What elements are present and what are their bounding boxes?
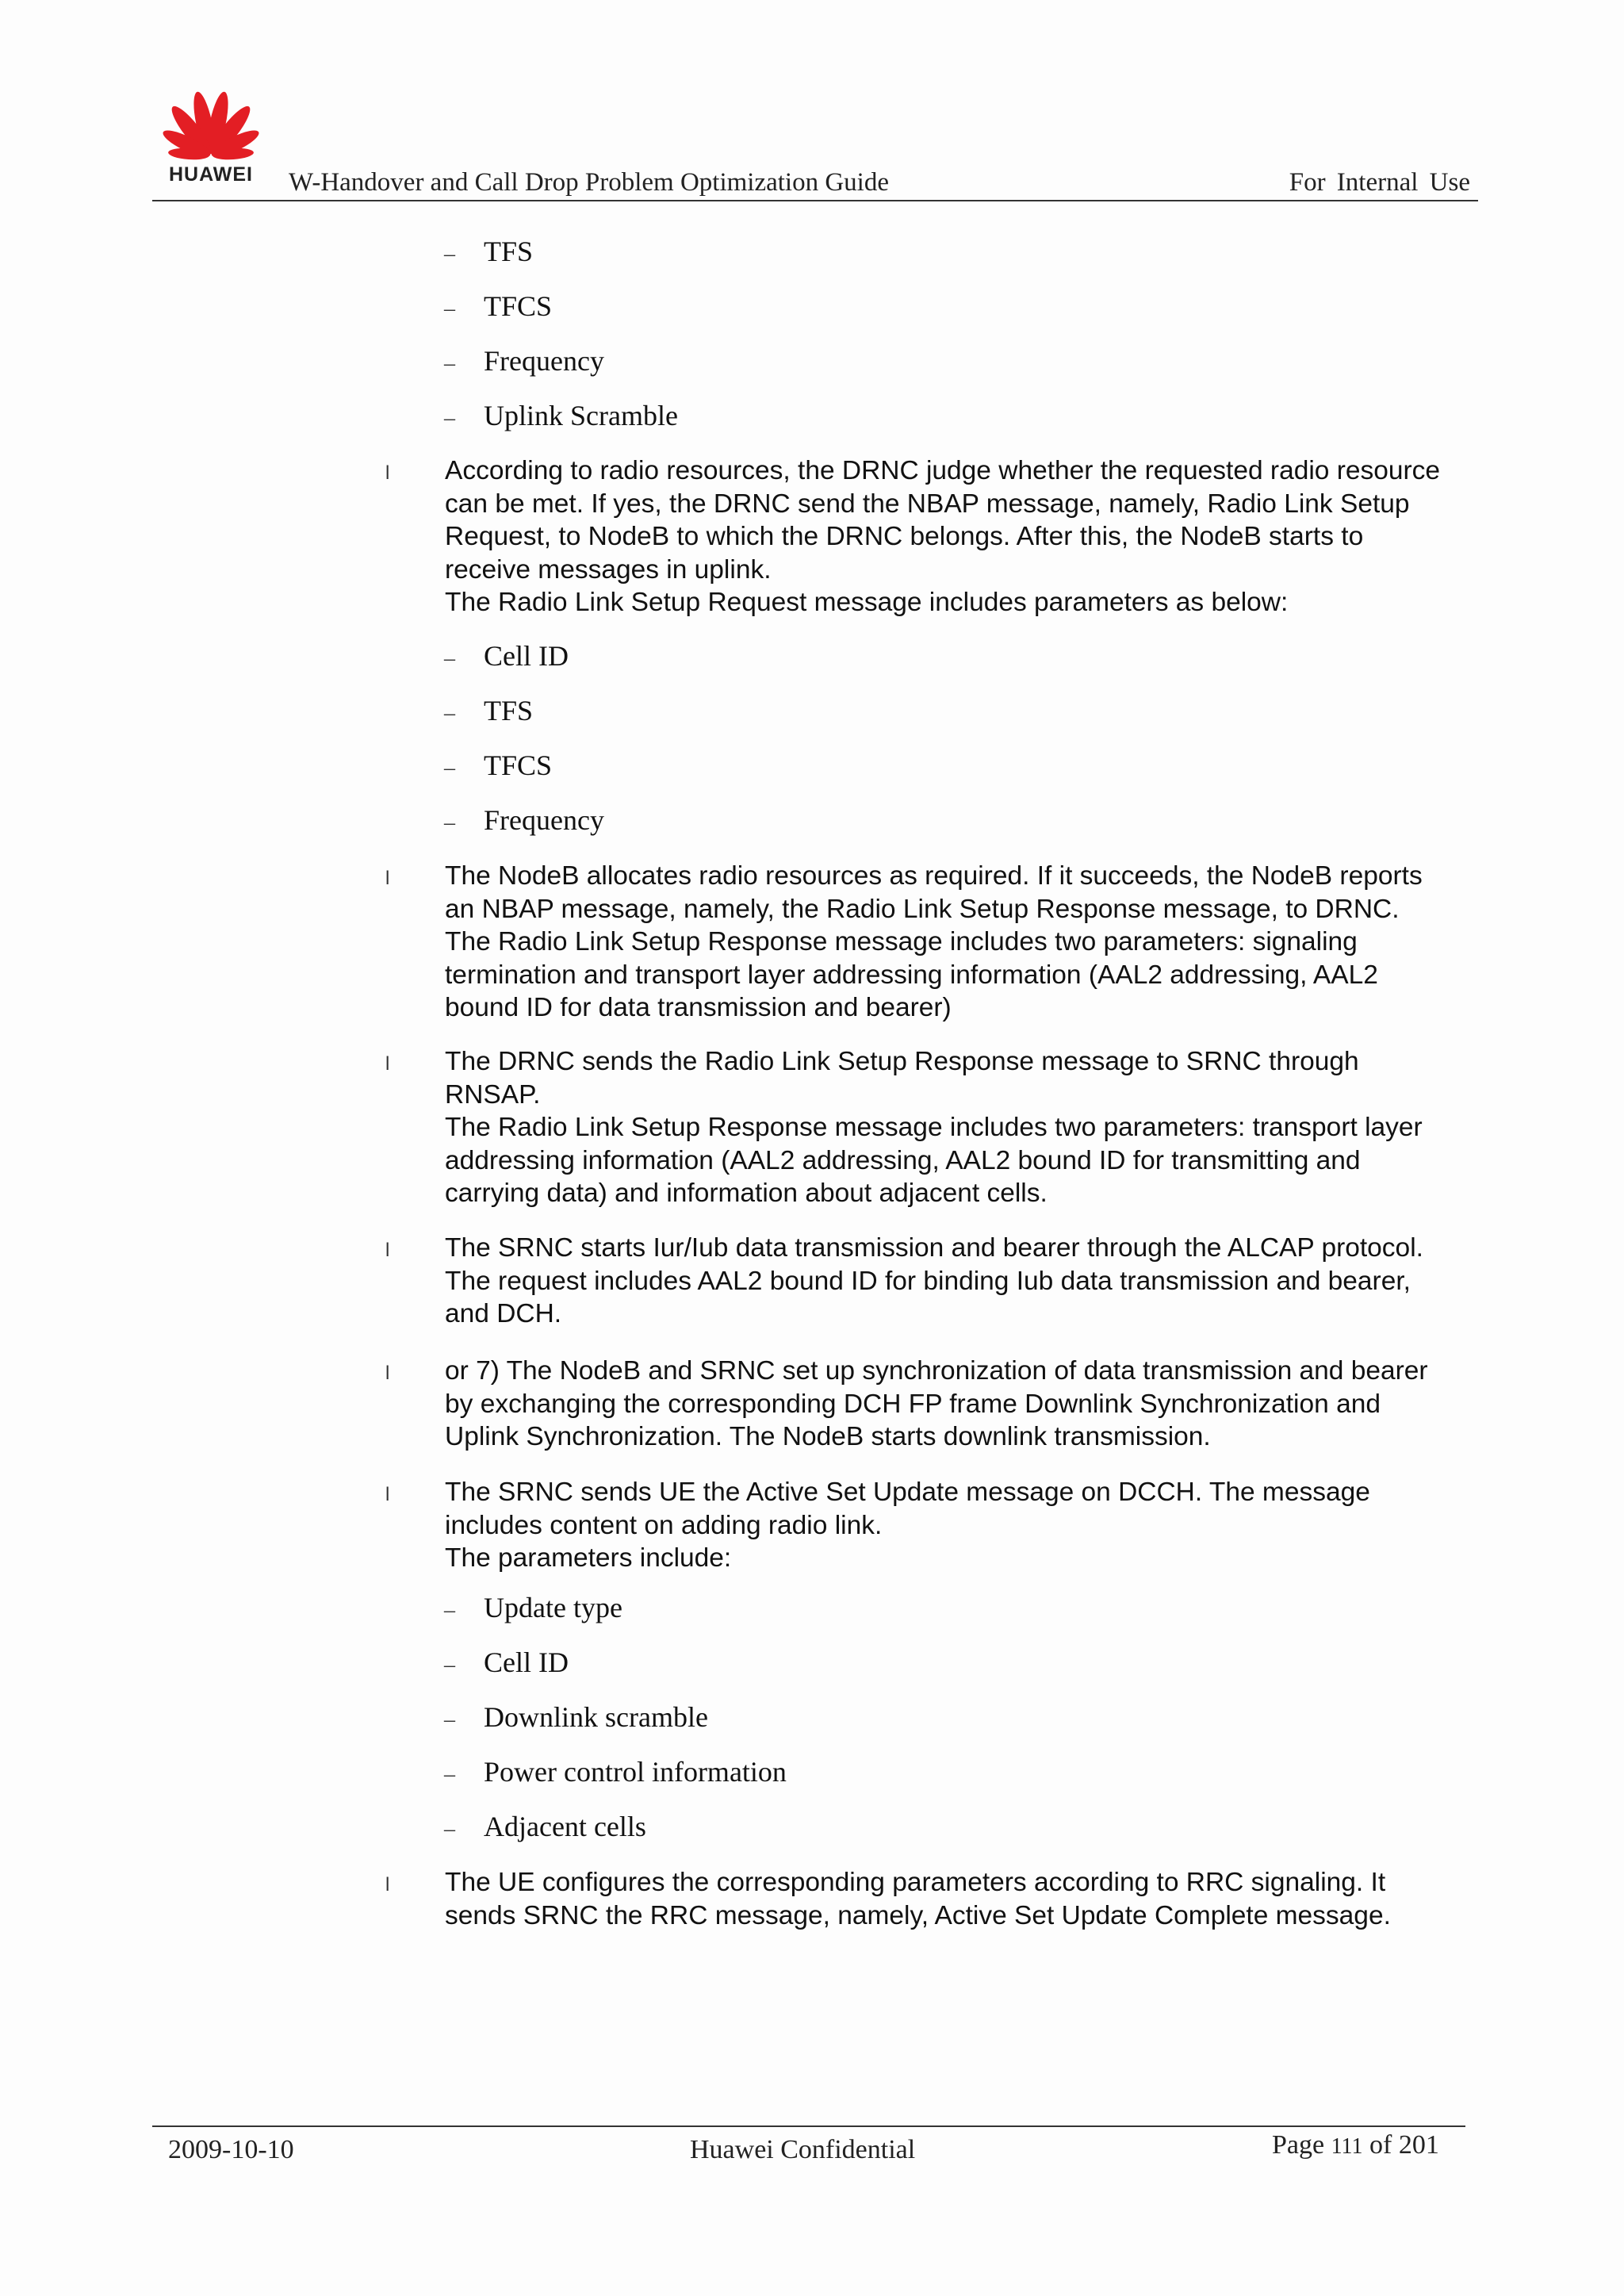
- dash-marker: –: [444, 646, 455, 671]
- list-item: – TFS: [444, 695, 534, 726]
- list-item: – Adjacent cells: [444, 1811, 646, 1842]
- page-current: 111: [1331, 2134, 1363, 2159]
- paragraph: The DRNC sends the Radio Link Setup Response message to SRNC through RNSAP. The Radio Link Setup Response message includes two parameters: transport layer addressing information (AAL2 addressing, AAL2 bound ID for transmitting and carrying data) and information about adjacent cells.: [445, 1047, 1423, 1208]
- dash-marker: –: [444, 1708, 455, 1732]
- dash-marker: –: [444, 1653, 455, 1677]
- bullet-marker: l: [385, 1874, 390, 1895]
- bullet-marker: l: [385, 1484, 390, 1505]
- dash-marker: –: [444, 406, 455, 431]
- dash-marker: –: [444, 351, 455, 376]
- huawei-logo: [159, 82, 263, 194]
- footer-confidentiality: Huawei Confidential: [690, 2135, 916, 2164]
- bullet-marker: l: [385, 462, 390, 484]
- list-item: – Downlink scramble: [444, 1701, 708, 1733]
- dash-marker: –: [444, 242, 455, 266]
- huawei-logo-icon: [159, 82, 263, 162]
- list-item: – TFS: [444, 236, 534, 267]
- document-title: W-Handover and Call Drop Problem Optimization Guide: [289, 168, 890, 197]
- list-item: – Power control information: [444, 1756, 787, 1788]
- bullet-marker: l: [385, 1053, 390, 1075]
- paragraph: or 7) The NodeB and SRNC set up synchronization of data transmission and bearer by exchanging the corresponding DCH FP frame Downlink Synchronization and Uplink Synchronization. The NodeB starts downlink transmission.: [445, 1356, 1428, 1451]
- dash-marker: –: [444, 756, 455, 780]
- classification-label: For Internal Use: [1289, 168, 1470, 197]
- paragraph: The UE configures the corresponding parameters according to RRC signaling. It sends SRNC the RRC message, namely, Active Set Update Complete message.: [445, 1868, 1391, 1930]
- page-total: of 201: [1369, 2130, 1439, 2160]
- list-item: – TFCS: [444, 290, 553, 322]
- logo-wordmark: HUAWEI: [169, 163, 253, 186]
- list-item: – Frequency: [444, 345, 604, 377]
- list-item: – TFCS: [444, 749, 553, 781]
- dash-marker: –: [444, 1598, 455, 1623]
- list-item: – Frequency: [444, 804, 604, 836]
- header-divider: [152, 200, 1478, 201]
- dash-marker: –: [444, 297, 455, 321]
- list-item: – Update type: [444, 1592, 622, 1623]
- dash-marker: –: [444, 811, 455, 835]
- list-item: – Cell ID: [444, 640, 569, 672]
- bullet-marker: l: [385, 1240, 390, 1261]
- dash-marker: –: [444, 1762, 455, 1787]
- bullet-marker: l: [385, 868, 390, 889]
- list-item: – Uplink Scramble: [444, 400, 678, 431]
- page-prefix: Page: [1272, 2130, 1325, 2160]
- footer-date: 2009-10-10: [168, 2135, 294, 2164]
- footer-divider: [152, 2125, 1465, 2127]
- page-number: [1272, 2130, 1439, 2160]
- paragraph: The NodeB allocates radio resources as required. If it succeeds, the NodeB reports an NBAP message, namely, the Radio Link Setup Response message, to DRNC. The Radio Link Setup Response message includes two parameters: signaling termination and transport layer addressing information (AAL2 addressing, AAL2 bound ID for data transmission and bearer): [445, 861, 1423, 1022]
- paragraph: According to radio resources, the DRNC judge whether the requested radio resource can be met. If yes, the DRNC send the NBAP message, namely, Radio Link Setup Request, to NodeB to which the DRNC belongs. After this, the NodeB starts to receive messages in uplink. The Radio Link Setup Request message includes parameters as below:: [445, 456, 1441, 617]
- bullet-marker: l: [385, 1363, 390, 1384]
- paragraph: The SRNC starts Iur/Iub data transmission and bearer through the ALCAP protocol. The request includes AAL2 bound ID for binding Iub data transmission and bearer, and DCH.: [445, 1233, 1423, 1328]
- dash-marker: –: [444, 701, 455, 726]
- list-item: – Cell ID: [444, 1646, 569, 1678]
- paragraph: The SRNC sends UE the Active Set Update message on DCCH. The message includes content on adding radio link. The parameters include:: [445, 1478, 1370, 1573]
- dash-marker: –: [444, 1817, 455, 1842]
